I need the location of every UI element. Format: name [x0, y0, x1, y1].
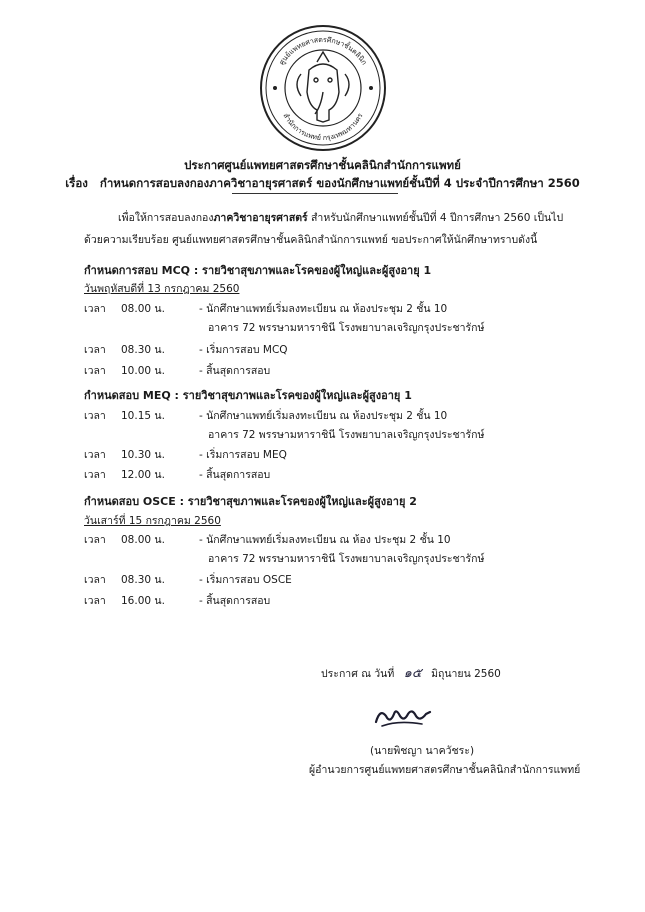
- schedule-label: เวลา: [84, 595, 106, 607]
- schedule-desc-location: อาคาร 72 พรรษามหาราชินี โรงพยาบาลเจริญกรุงประชารักษ์: [208, 429, 485, 441]
- intro-pre: เพื่อให้การสอบลงกอง: [118, 212, 214, 224]
- intro-line-1: [118, 209, 563, 226]
- schedule-label: เวลา: [84, 534, 106, 546]
- schedule-desc: - เริ่มการสอบ MCQ: [199, 344, 288, 356]
- schedule-desc-location: อาคาร 72 พรรษามหาราชินี โรงพยาบาลเจริญกรุงประชารักษ์: [208, 553, 485, 565]
- schedule-time: 10.15 น.: [121, 410, 165, 422]
- schedule-time: 16.00 น.: [121, 595, 165, 607]
- intro-department: ภาควิชาอายุรศาสตร์: [213, 212, 308, 224]
- schedule-desc: - สิ้นสุดการสอบ: [199, 365, 271, 377]
- schedule-desc: - สิ้นสุดการสอบ: [199, 469, 271, 481]
- schedule-time: 08.00 น.: [121, 303, 165, 315]
- schedule-label: เวลา: [84, 469, 106, 481]
- announce-day-handwritten: ๑๕: [403, 666, 422, 681]
- schedule-desc: - นักศึกษาแพทย์เริ่มลงทะเบียน ณ ห้องประชุม 2 ชั้น 10: [199, 303, 448, 315]
- title-divider: [232, 193, 398, 194]
- schedule-desc-location: อาคาร 72 พรรษามหาราชินี โรงพยาบาลเจริญกรุงประชารักษ์: [208, 322, 485, 334]
- announcement-date: [321, 662, 501, 683]
- schedule-desc: - เริ่มการสอบ OSCE: [199, 574, 292, 586]
- schedule-desc: - นักศึกษาแพทย์เริ่มลงทะเบียน ณ ห้อง ประชุม 2 ชั้น 10: [199, 534, 451, 546]
- schedule-label: เวลา: [84, 410, 106, 422]
- schedule-time: 08.30 น.: [121, 574, 165, 586]
- intro-post: สำหรับนักศึกษาแพทย์ชั้นปีที่ 4 ปีการศึกษา 2560 เป็นไป: [307, 212, 564, 224]
- announcement-subject: [0, 175, 645, 193]
- intro-line-2: ด้วยความเรียบร้อย ศูนย์แพทยศาสตรศึกษาชั้นคลินิกสำนักการแพทย์ ขอประกาศให้นักศึกษาทราบดังนี้: [84, 234, 538, 246]
- section-heading-osce: กำหนดสอบ OSCE : รายวิชาสุขภาพและโรคของผู้ใหญ่และผู้สูงอายุ 2: [84, 495, 417, 508]
- announce-pre: ประกาศ ณ วันที่: [321, 668, 395, 680]
- section-date-osce: วันเสาร์ที่ 15 กรกฎาคม 2560: [84, 515, 221, 527]
- schedule-label: เวลา: [84, 303, 106, 315]
- schedule-time: 10.00 น.: [121, 365, 165, 377]
- schedule-time: 12.00 น.: [121, 469, 165, 481]
- handwritten-signature: [372, 700, 434, 732]
- subject-text: กำหนดการสอบลงกองภาควิชาอายุรศาสตร์ ของนักศึกษาแพทย์ชั้นปีที่ 4 ประจำปีการศึกษา 2560: [99, 176, 580, 190]
- section-heading-meq: กำหนดสอบ MEQ : รายวิชาสุขภาพและโรคของผู้ใหญ่และผู้สูงอายุ 1: [84, 389, 412, 402]
- announce-post: มิถุนายน 2560: [431, 668, 501, 680]
- schedule-desc: - สิ้นสุดการสอบ: [199, 595, 271, 607]
- institution-seal-logo: [257, 22, 389, 154]
- signer-title: ผู้อำนวยการศูนย์แพทยศาสตรศึกษาชั้นคลินิกสำนักการแพทย์: [309, 764, 581, 776]
- schedule-time: 08.00 น.: [121, 534, 165, 546]
- svg-text:สำนักการแพทย์ กรุงเทพมหานคร: สำนักการแพทย์ กรุงเทพมหานคร: [281, 111, 365, 143]
- schedule-desc: - นักศึกษาแพทย์เริ่มลงทะเบียน ณ ห้องประชุม 2 ชั้น 10: [199, 410, 448, 422]
- schedule-time: 08.30 น.: [121, 344, 165, 356]
- announcement-title: ประกาศศูนย์แพทยศาสตรศึกษาชั้นคลินิกสำนักการแพทย์: [184, 158, 461, 172]
- schedule-time: 10.30 น.: [121, 449, 165, 461]
- section-heading-mcq: กำหนดการสอบ MCQ : รายวิชาสุขภาพและโรคของผู้ใหญ่และผู้สูงอายุ 1: [84, 264, 432, 277]
- subject-label: เรื่อง: [65, 176, 88, 190]
- svg-text:ศูนย์แพทยศาสตรศึกษาชั้นคลินิก: ศูนย์แพทยศาสตรศึกษาชั้นคลินิก: [277, 35, 369, 67]
- schedule-label: เวลา: [84, 574, 106, 586]
- schedule-label: เวลา: [84, 449, 106, 461]
- schedule-label: เวลา: [84, 365, 106, 377]
- schedule-desc: - เริ่มการสอบ MEQ: [199, 449, 287, 461]
- schedule-label: เวลา: [84, 344, 106, 356]
- section-date-mcq: วันพฤหัสบดีที่ 13 กรกฎาคม 2560: [84, 283, 240, 295]
- signer-name: (นายพิชญา นาควัชระ): [370, 745, 475, 757]
